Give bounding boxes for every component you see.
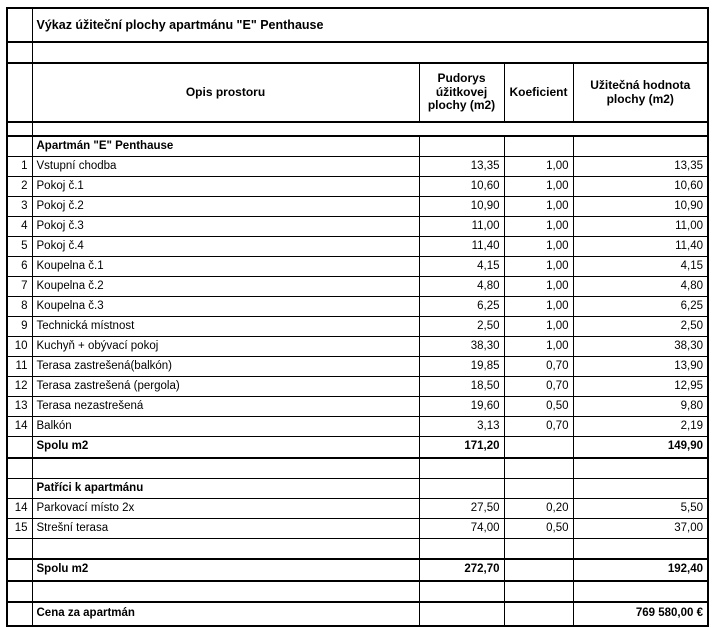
row-number: 11 (7, 357, 32, 377)
row-usable-value: 13,35 (573, 157, 708, 177)
table-row (7, 217, 708, 237)
blank3-coef-cell (504, 581, 573, 602)
row-description: Pokoj č.3 (32, 217, 419, 237)
column-header-floor-area (419, 63, 504, 122)
row-coefficient: 0,70 (504, 357, 573, 377)
subtotal2-usable-value: 192,40 (573, 559, 708, 581)
row-number: 15 (7, 519, 32, 539)
table-row (7, 377, 708, 397)
spacer-wide-cell (32, 122, 708, 136)
row-number: 10 (7, 337, 32, 357)
section-title-belongings: Patříci k apartmánu (32, 479, 419, 499)
row-description: Koupelna č.1 (32, 257, 419, 277)
table-row (7, 519, 708, 539)
row-number: 8 (7, 297, 32, 317)
row-coefficient: 0,70 (504, 417, 573, 437)
table-row (7, 337, 708, 357)
section1-area-cell (419, 136, 504, 157)
subtotal1-usable-value: 149,90 (573, 437, 708, 459)
table-row (7, 157, 708, 177)
row-usable-value: 11,00 (573, 217, 708, 237)
row-usable-value: 5,50 (573, 499, 708, 519)
subtotal2-label: Spolu m2 (32, 559, 419, 581)
row-coefficient: 1,00 (504, 277, 573, 297)
row-number: 14 (7, 417, 32, 437)
blank-rownum-cell (7, 42, 32, 63)
header-row (7, 63, 708, 122)
row-description: Pokoj č.4 (32, 237, 419, 257)
row-number: 4 (7, 217, 32, 237)
price-coef-cell (504, 602, 573, 626)
spacer-row (7, 122, 708, 136)
area-schedule-table (6, 7, 709, 627)
row-floor-area: 74,00 (419, 519, 504, 539)
table-row (7, 417, 708, 437)
row-floor-area: 27,50 (419, 499, 504, 519)
row-coefficient: 1,00 (504, 317, 573, 337)
blank3-area-cell (419, 581, 504, 602)
blank-row-before-price (7, 581, 708, 602)
subtotal-row-2 (7, 559, 708, 581)
row-usable-value: 4,15 (573, 257, 708, 277)
row-floor-area: 6,25 (419, 297, 504, 317)
blank2-value-cell (573, 539, 708, 560)
row-usable-value: 12,95 (573, 377, 708, 397)
floor-area-line2: úžitkovej (435, 84, 488, 99)
price-row (7, 602, 708, 626)
section2-coef-cell (504, 479, 573, 499)
blank2-coef-cell (504, 539, 573, 560)
row-description: Koupelna č.2 (32, 277, 419, 297)
row-floor-area: 10,60 (419, 177, 504, 197)
row-floor-area: 11,40 (419, 237, 504, 257)
document-title: Výkaz úžiteční plochy apartmánu "E" Penthause (32, 8, 708, 42)
section2-area-cell (419, 479, 504, 499)
column-header-description: Opis prostoru (32, 63, 419, 122)
row-coefficient: 0,50 (504, 519, 573, 539)
row-coefficient: 1,00 (504, 177, 573, 197)
row-number: 3 (7, 197, 32, 217)
subtotal2-rownum-cell (7, 559, 32, 581)
section1-coef-cell (504, 136, 573, 157)
row-coefficient: 1,00 (504, 157, 573, 177)
row-floor-area: 3,13 (419, 417, 504, 437)
row-usable-value: 2,19 (573, 417, 708, 437)
row-coefficient: 0,20 (504, 499, 573, 519)
column-header-coefficient: Koeficient (504, 63, 573, 122)
row-number: 14 (7, 499, 32, 519)
blank-row-top (7, 42, 708, 63)
table-row (7, 499, 708, 519)
section1-rownum-cell (7, 136, 32, 157)
blank-mid-coef-cell (504, 458, 573, 479)
table-row (7, 197, 708, 217)
row-number: 7 (7, 277, 32, 297)
table-row (7, 177, 708, 197)
row-coefficient: 1,00 (504, 257, 573, 277)
table-row (7, 317, 708, 337)
row-floor-area: 19,85 (419, 357, 504, 377)
row-coefficient: 1,00 (504, 217, 573, 237)
row-floor-area: 13,35 (419, 157, 504, 177)
section-header-row-1 (7, 136, 708, 157)
blank2-rownum-cell (7, 539, 32, 560)
row-description: Terasa zastrešená(balkón) (32, 357, 419, 377)
row-description: Vstupní chodba (32, 157, 419, 177)
row-description: Strešní terasa (32, 519, 419, 539)
price-rownum-cell (7, 602, 32, 626)
section-header-row-2 (7, 479, 708, 499)
row-floor-area: 18,50 (419, 377, 504, 397)
blank2-desc-cell (32, 539, 419, 560)
table-row (7, 257, 708, 277)
floor-area-line3: plochy (m2) (427, 98, 496, 113)
subtotal2-coefficient (504, 559, 573, 581)
blank-mid-value-cell (573, 458, 708, 479)
row-usable-value: 37,00 (573, 519, 708, 539)
row-number: 12 (7, 377, 32, 397)
blank-row-before-subtotal2 (7, 539, 708, 560)
blank3-rownum-cell (7, 581, 32, 602)
row-description: Parkovací místo 2x (32, 499, 419, 519)
row-floor-area: 2,50 (419, 317, 504, 337)
section1-value-cell (573, 136, 708, 157)
subtotal1-rownum-cell (7, 437, 32, 459)
row-number: 1 (7, 157, 32, 177)
row-description: Pokoj č.1 (32, 177, 419, 197)
usable-value-line1: Užitečná hodnota (590, 77, 691, 92)
row-floor-area: 10,90 (419, 197, 504, 217)
section2-value-cell (573, 479, 708, 499)
subtotal1-label: Spolu m2 (32, 437, 419, 459)
row-number: 13 (7, 397, 32, 417)
row-description: Pokoj č.2 (32, 197, 419, 217)
section2-rownum-cell (7, 479, 32, 499)
row-usable-value: 2,50 (573, 317, 708, 337)
row-description: Terasa nezastrešená (32, 397, 419, 417)
table-row (7, 357, 708, 377)
row-number: 9 (7, 317, 32, 337)
row-coefficient: 0,70 (504, 377, 573, 397)
row-usable-value: 38,30 (573, 337, 708, 357)
subtotal1-coefficient (504, 437, 573, 459)
row-number: 5 (7, 237, 32, 257)
blank-row-middle (7, 458, 708, 479)
row-coefficient: 0,50 (504, 397, 573, 417)
price-label: Cena za apartmán (32, 602, 419, 626)
row-usable-value: 4,80 (573, 277, 708, 297)
header-rownum-cell (7, 63, 32, 122)
row-usable-value: 6,25 (573, 297, 708, 317)
row-floor-area: 4,15 (419, 257, 504, 277)
row-coefficient: 1,00 (504, 337, 573, 357)
row-floor-area: 19,60 (419, 397, 504, 417)
price-total-value: 769 580,00 € (573, 602, 708, 626)
usable-value-line2: plochy (m2) (606, 91, 674, 106)
row-coefficient: 1,00 (504, 297, 573, 317)
price-area-cell (419, 602, 504, 626)
row-number: 6 (7, 257, 32, 277)
subtotal1-floor-area: 171,20 (419, 437, 504, 459)
row-usable-value: 10,60 (573, 177, 708, 197)
row-floor-area: 4,80 (419, 277, 504, 297)
blank-mid-desc-cell (32, 458, 419, 479)
blank3-desc-cell (32, 581, 419, 602)
row-coefficient: 1,00 (504, 237, 573, 257)
blank-mid-area-cell (419, 458, 504, 479)
row-description: Koupelna č.3 (32, 297, 419, 317)
row-description: Terasa zastrešená (pergola) (32, 377, 419, 397)
floor-area-line1: Pudorys (437, 70, 486, 85)
table-row (7, 237, 708, 257)
column-header-usable-value (573, 63, 708, 122)
subtotal-row-1 (7, 437, 708, 459)
table-row (7, 297, 708, 317)
table-row (7, 277, 708, 297)
row-floor-area: 38,30 (419, 337, 504, 357)
row-coefficient: 1,00 (504, 197, 573, 217)
blank3-value-cell (573, 581, 708, 602)
row-usable-value: 9,80 (573, 397, 708, 417)
row-usable-value: 10,90 (573, 197, 708, 217)
row-description: Technická místnost (32, 317, 419, 337)
row-usable-value: 11,40 (573, 237, 708, 257)
row-number: 2 (7, 177, 32, 197)
table-row (7, 397, 708, 417)
title-row (7, 8, 708, 42)
section-title-apartment: Apartmán "E" Penthause (32, 136, 419, 157)
row-description: Kuchyň + obývací pokoj (32, 337, 419, 357)
spacer-rownum-cell (7, 122, 32, 136)
row-floor-area: 11,00 (419, 217, 504, 237)
blank-mid-rownum-cell (7, 458, 32, 479)
row-description: Balkón (32, 417, 419, 437)
row-usable-value: 13,90 (573, 357, 708, 377)
blank-wide-cell (32, 42, 708, 63)
blank2-area-cell (419, 539, 504, 560)
subtotal2-floor-area: 272,70 (419, 559, 504, 581)
title-rownum-cell (7, 8, 32, 42)
